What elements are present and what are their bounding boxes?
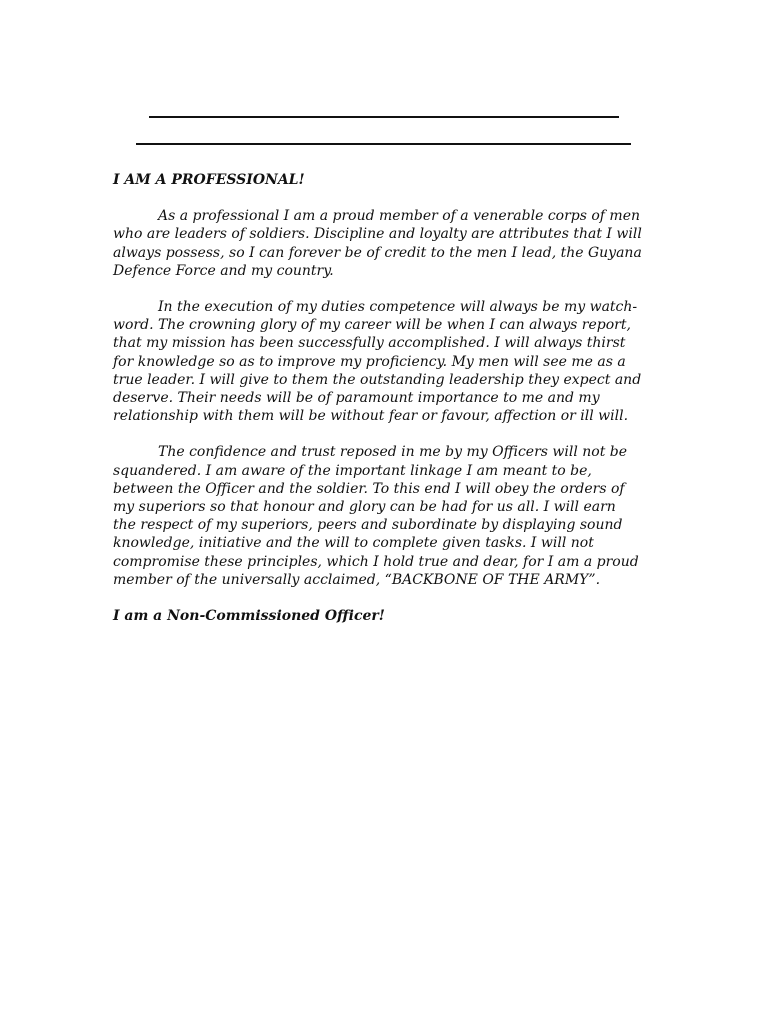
paragraph-line: for knowledge so as to improve my proficiency. My men will see me as a	[113, 353, 626, 370]
paragraph-line: squandered. I am aware of the important linkage I am meant to be,	[113, 462, 592, 479]
paragraph-line: knowledge, initiative and the will to complete given tasks. I will not	[113, 535, 594, 552]
paragraph-line: between the Officer and the soldier. To this end I will obey the orders of	[113, 480, 625, 497]
paragraph-line: Defence Force and my country.	[113, 262, 334, 279]
paragraph-line: member of the universally acclaimed, “BACKBONE OF THE ARMY”.	[113, 571, 601, 588]
paragraph-line: word. The crowning glory of my career will be when I can always report,	[113, 317, 631, 334]
paragraph-line: As a professional I am a proud member of a venerable corps of men	[158, 208, 641, 225]
paragraph-line: compromise these principles, which I hold true and dear, for I am a proud	[113, 553, 639, 570]
document-heading: I AM A PROFESSIONAL!	[113, 172, 305, 188]
paragraph-line: that my mission has been successfully accomplished. I will always thirst	[113, 335, 626, 352]
paragraph-line: true leader. I will give to them the outstanding leadership they expect and	[113, 371, 642, 388]
paragraph-3	[113, 443, 658, 589]
paragraph-line: deserve. Their needs will be of paramount importance to me and my	[113, 390, 600, 407]
paragraph-2	[113, 298, 658, 425]
paragraph-line: who are leaders of soldiers. Discipline and loyalty are attributes that I will	[113, 226, 642, 243]
paragraph-line: always possess, so I can forever be of credit to the men I lead, the Guyana	[113, 244, 642, 261]
title-rule-top	[149, 116, 619, 118]
title-rule-bottom	[136, 143, 631, 145]
paragraph-line: The confidence and trust reposed in me by my Officers will not be	[158, 444, 628, 461]
paragraph-line: my superiors so that honour and glory can be had for us all. I will earn	[113, 499, 616, 516]
paragraph-line: In the execution of my duties competence will always be my watch-	[158, 299, 638, 316]
document-body	[113, 171, 658, 625]
paragraph-1	[113, 207, 658, 280]
document-closing: I am a Non-Commissioned Officer!	[113, 608, 385, 625]
paragraph-line: the respect of my superiors, peers and subordinate by displaying sound	[113, 517, 623, 534]
paragraph-line: relationship with them will be without fear or favour, affection or ill will.	[113, 408, 629, 425]
